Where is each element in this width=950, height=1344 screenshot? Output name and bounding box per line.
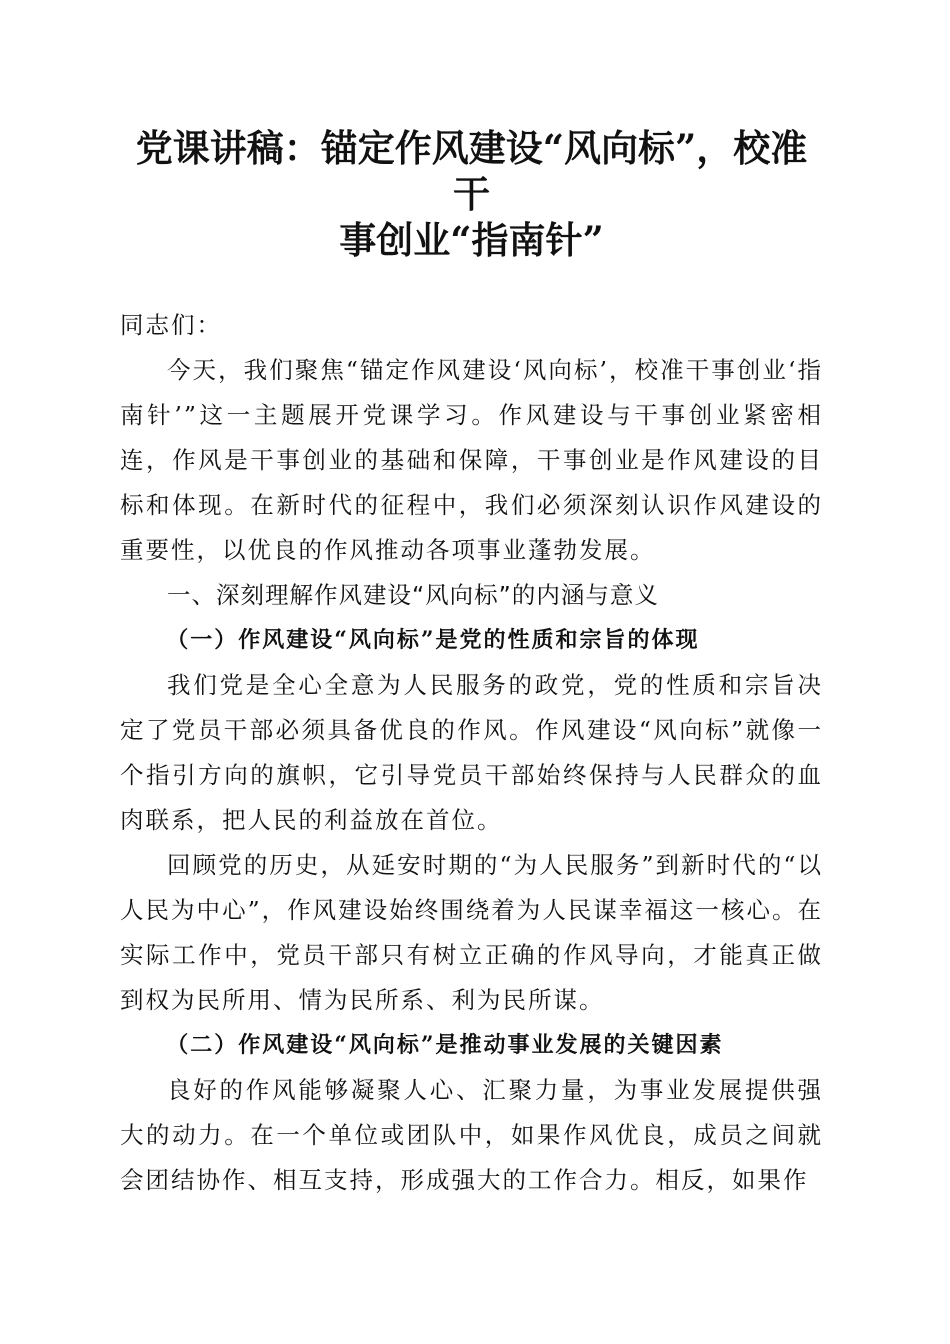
intro-paragraph: 今天，我们聚焦“锚定作风建设‘风向标’，校准干事创业‘指南针’”这一主题展开党课学习。作风建设与干事创业紧密相连，作风是干事创业的基础和保障，干事创业是作风建设的目标和体现。在新时代的征程中，我们必须深刻认识作风建设的重要性，以优良的作风推动各项事业蓬勃发展。 [120,356,823,564]
salutation: 同志们： [120,311,222,339]
subsection-2-paragraph-1: 良好的作风能够凝聚人心、汇聚力量，为事业发展提供强大的动力。在一个单位或团队中，如果作风优良，成员之间就会团结协作、相互支持，形成强大的工作合力。相反，如果作 [120,1076,823,1194]
document-title [120,125,823,263]
subsection-1-paragraph-2: 回顾党的历史，从延安时期的“为人民服务”到新时代的“以人民为中心”，作风建设始终围绕着为人民谋幸福这一核心。在实际工作中，党员干部只有树立正确的作风导向，才能真正做到权为民所用、情为民所系、利为民所谋。 [120,851,823,1014]
document-page [120,125,823,1203]
section-1-heading: 一、深刻理解作风建设“风向标”的内涵与意义 [167,581,659,609]
title-line-2: 事创业“指南针” [339,218,604,262]
subsection-2-heading: （二）作风建设“风向标”是推动事业发展的关键因素 [166,1032,724,1058]
subsection-1-heading: （一）作风建设“风向标”是党的性质和宗旨的体现 [166,627,700,653]
title-line-1: 党课讲稿：锚定作风建设“风向标”，校准干 [135,126,808,216]
subsection-1-paragraph-1: 我们党是全心全意为人民服务的政党，党的性质和宗旨决定了党员干部必须具备优良的作风。作风建设“风向标”就像一个指引方向的旗帜，它引导党员干部始终保持与人民群众的血肉联系，把人民的利益放在首位。 [120,671,823,834]
title-spacer [120,263,823,303]
